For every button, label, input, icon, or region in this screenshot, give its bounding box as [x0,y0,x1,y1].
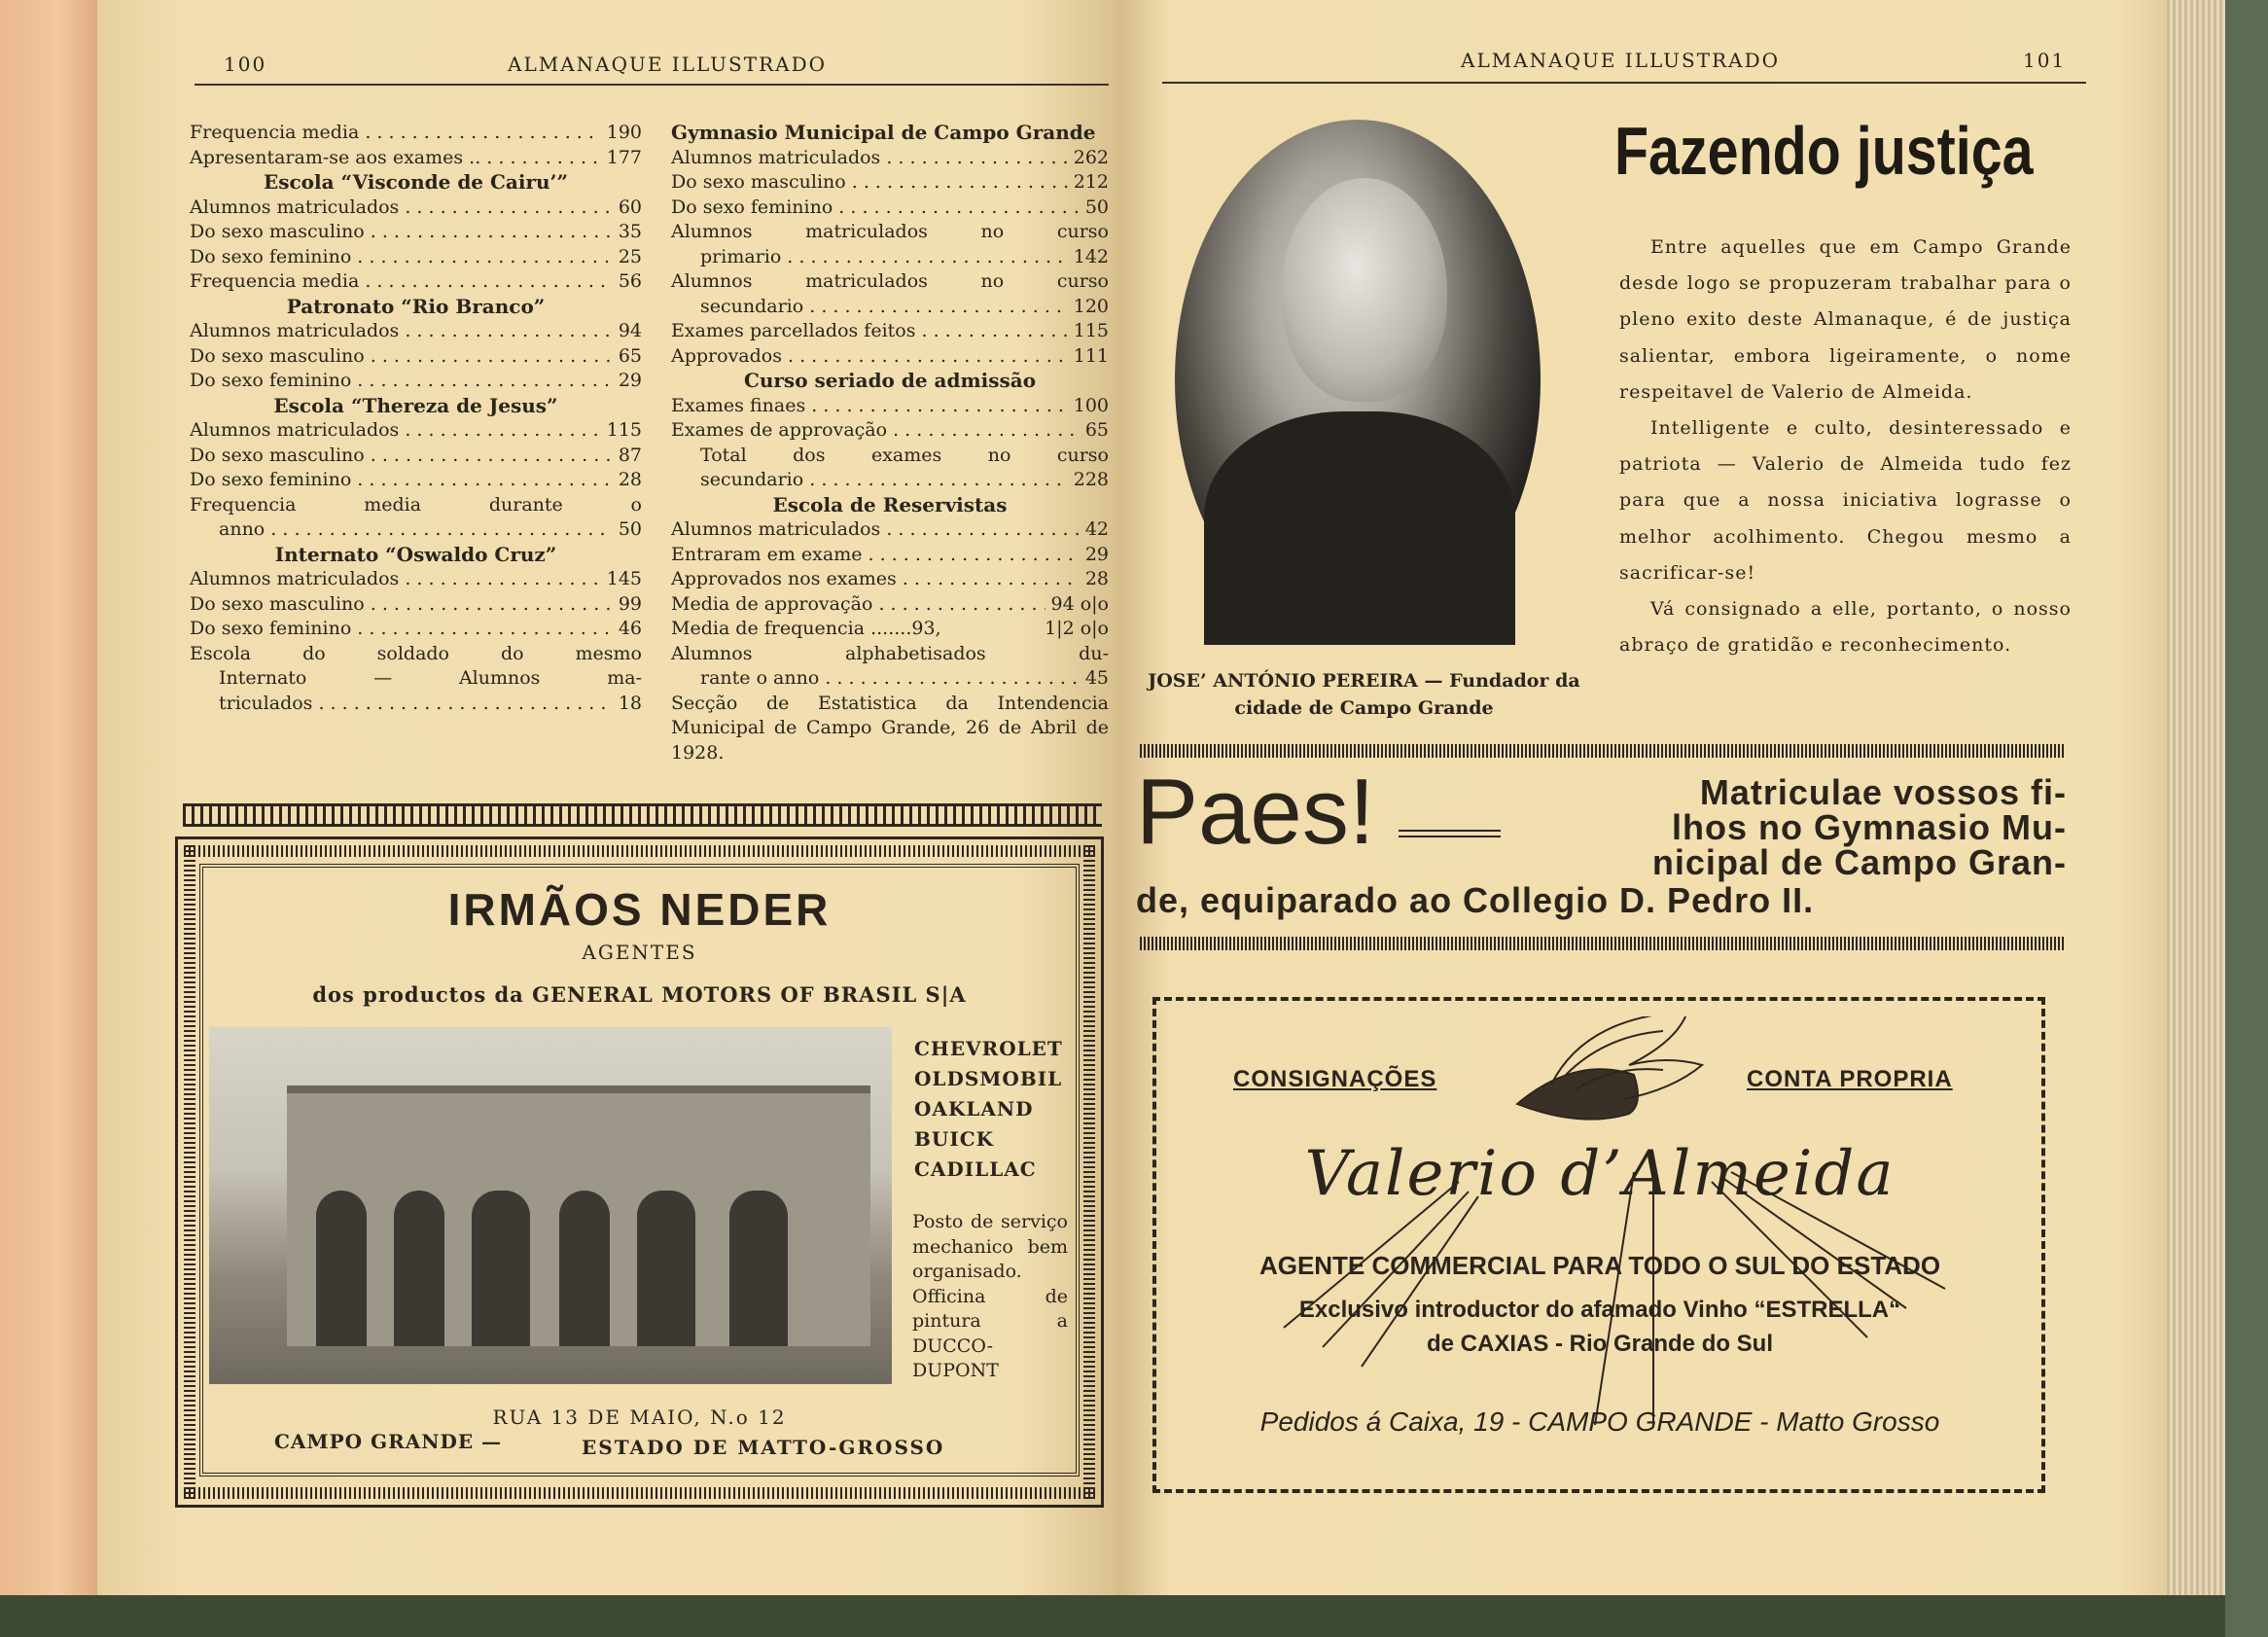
neder-service-text: Posto de serviço mechanico bem organisado. Officina de pintura a DUCCO-DUPONT [912,1211,1068,1381]
valerio-left-label: CONSIGNAÇÕES [1233,1066,1437,1092]
valerio-right-label: CONTA PROPRIA [1747,1066,1953,1092]
stat-label: Do sexo masculino . . . [190,344,613,370]
stat-row [671,146,1109,171]
stat-value: 35 [618,221,642,242]
stat-row [190,269,642,295]
building-arch [637,1191,695,1346]
right-head-rule [1162,82,2086,84]
stat-row [671,517,1109,543]
paes-text-block [1522,772,2067,882]
building-arch [394,1191,444,1346]
stat-label: Do sexo feminino . . . [190,369,613,394]
book-cover-edge [0,0,107,1637]
stat-value: 190 [606,122,642,143]
portrait-caption: JOSE’ ANTÓNIO PEREIRA — Fundador da cidade de Campo Grande [1148,670,1580,719]
stat-label: Do sexo feminino . . . [190,245,613,270]
neder-ad-products-line: dos productos da GENERAL MOTORS OF BRASIL S|A [312,982,967,1007]
stat-label: Alumnos matriculados . . . [671,146,1068,171]
neder-ad-subtitle: AGENTES [582,941,697,964]
neder-address: RUA 13 DE MAIO, N.o 12 [492,1406,787,1429]
rows-a-list [190,121,642,170]
frame-stripe-top [184,845,1095,857]
brand-item: CHEVROLET [914,1037,1063,1060]
stat-row [190,146,642,171]
frame-stripe-right [1083,845,1095,1499]
thereza-freq-line: Frequencia media durante o [190,493,642,516]
media-frequencia-label: Media de frequencia .......93, [671,618,941,639]
alfab-value: 45 [1084,667,1109,689]
divider-bar-top [1140,744,2066,758]
stat-label: Do sexo masculino . . . [190,592,613,618]
primario-row [671,245,1109,270]
stat-value: 65 [618,344,642,367]
statistics-column-1 [190,121,642,716]
stat-row [190,369,642,394]
thereza-freq-label: anno . . . [219,517,613,543]
stat-label: Frequencia media . . . [190,269,613,295]
stat-value: 99 [618,592,642,615]
heading-escola-thereza: Escola “Thereza de Jesus” [273,393,558,417]
primario-value: 142 [1073,245,1109,267]
rows-seriado-list [671,394,1109,444]
stat-row [671,567,1109,592]
stat-label: Do sexo feminino . . . [190,617,613,642]
stat-row [671,196,1109,221]
stat-label: Alumnos matriculados . . . [190,567,601,592]
soldado-row [190,692,642,717]
stat-row [671,344,1109,370]
paes-dash [1399,830,1501,837]
stat-label: Do sexo masculino . . . [190,220,613,245]
alfab-line1: Alumnos alphabetisados du- [671,642,1109,664]
stat-row [671,319,1109,344]
rows-reservistas-list [671,517,1109,592]
article-paragraph-2: Intelligente e culto, desinteressado e patriota — Valerio de Almeida tudo fez para que a nossa iniciativa lograsse o melhor acolhimento. Chegou mesmo a sacrificar-se! [1619,417,2072,584]
valerio-line-1: AGENTE COMMERCIAL PARA TODO O SUL DO ESTADO [1258,1251,1941,1280]
stat-value: 29 [618,370,642,391]
neder-state: ESTADO DE MATTO-GROSSO [582,1436,945,1459]
stat-row [190,121,642,146]
alfab-row [671,666,1109,692]
garage-building-photo [209,1027,892,1384]
stat-label: Entraram em exame . . . [671,543,1080,568]
stat-row [671,170,1109,196]
soldado-label: triculados . . . [219,692,613,717]
right-page-number: 101 [2023,49,2067,72]
article-paragraph-1: Entre aquelles que em Campo Grande desde logo se propuzeram trabalhar para o pleno exito deste Almanaque, é de justiça salientar, embora ligeiramente, o nome respeitavel de Valerio de Almeida. [1619,236,2072,403]
soldado-value: 18 [618,692,642,714]
stat-value: 29 [1084,543,1109,565]
stat-value: 50 [1084,196,1109,218]
article-paragraph-3: Vá consignado a elle, portanto, o nosso abraço de gratidão e reconhecimento. [1619,598,2072,657]
thereza-freq-row [190,517,642,543]
stat-row [190,220,642,245]
stat-value: 111 [1073,344,1109,367]
primario-line1: Alumnos matriculados no curso [671,221,1109,242]
stat-row [190,196,642,221]
alfab-label: rante o anno . . . [700,666,1080,692]
total-label: secundario . . . [700,468,1068,493]
stat-label: Do sexo masculino . . . [190,444,613,469]
stat-label: Alumnos matriculados . . . [190,418,601,444]
stat-label: Do sexo masculino . . . [671,170,1068,196]
total-value: 228 [1073,469,1109,490]
thereza-freq-value: 50 [618,518,642,540]
paes-text-line-b: lhos no Gymnasio Mu- [1671,807,2067,847]
greek-key-border [183,803,1102,827]
stat-row [671,418,1109,444]
stat-label: Approvados nos exames . . . [671,567,1080,592]
right-running-head: ALMANAQUE ILLUSTRADO [1461,49,1780,72]
secundario-value: 120 [1073,295,1109,317]
stat-row [671,394,1109,419]
stat-value: 28 [1084,568,1109,589]
stat-row [671,543,1109,568]
media-aprovacao-row [671,592,1109,618]
brand-item: CADILLAC [914,1157,1037,1181]
stat-value: 115 [1073,320,1109,341]
rows-gym-list [671,146,1109,221]
stat-label: Exames parcellados feitos . . . [671,319,1068,344]
stat-value: 212 [1073,171,1109,193]
brand-item: BUICK [914,1127,995,1151]
soldado-line2: Internato — Alumnos ma- [219,667,642,689]
brand-item: OAKLAND [914,1097,1034,1121]
founder-portrait [1175,120,1541,641]
stat-label: Alumnos matriculados . . . [190,319,613,344]
heading-escola-reservistas: Escola de Reservistas [772,492,1008,516]
stat-row [190,245,642,270]
rows-exames-list [671,319,1109,369]
divider-bar-bottom [1140,937,2066,950]
secundario-line1: Alumnos matriculados no curso [671,270,1109,292]
heading-gymnasio: Gymnasio Municipal de Campo Grande [671,121,1096,144]
stat-value: 94 [618,320,642,341]
left-running-head: ALMANAQUE ILLUSTRADO [508,53,827,76]
stat-row [190,444,642,469]
article-body [1619,230,2072,663]
primario-label: primario . . . [700,245,1068,270]
paes-text-line-a: Matriculae vossos fi- [1699,772,2067,812]
winged-hat-emblem-icon [1167,1016,2042,1474]
stat-row [190,592,642,618]
building-arch [559,1191,610,1346]
left-head-rule [195,84,1109,86]
stat-value: 145 [606,568,642,589]
valerio-line-2: Exclusivo introductor do afamado Vinho “ESTRELLA“ [1298,1297,1901,1323]
stat-row [190,319,642,344]
media-aprovacao-value: 94 o|o [1050,592,1109,615]
total-row [671,468,1109,493]
table-surface [0,1595,2268,1637]
portrait-face [1282,178,1447,402]
stat-value: 56 [618,270,642,292]
media-frequencia-row [671,617,1109,642]
stat-value: 87 [618,444,642,466]
heading-curso-seriado: Curso seriado de admissão [743,369,1037,392]
rows-rio-branco-list [190,319,642,394]
secundario-row [671,295,1109,320]
neder-city: CAMPO GRANDE — [274,1430,503,1453]
valerio-signature-name: Valerio d’Almeida [1304,1138,1896,1210]
stat-label: Exames de approvação . . . [671,418,1080,444]
neder-ad-title: IRMÃOS NEDER [447,884,832,935]
stat-value: 60 [618,196,642,218]
statistics-source: Secção de Estatistica da Intendencia Municipal de Campo Grande, 26 de Abril de 1928. [671,692,1109,764]
secundario-label: secundario . . . [700,295,1068,320]
paes-headline: Paes! [1136,760,1375,864]
heading-escola-cairu: Escola “Visconde de Cairu’” [263,170,569,194]
stat-value: 177 [606,146,642,168]
stat-value: 25 [618,245,642,267]
stat-label: Frequencia media . . . [190,121,601,146]
brand-item: OLDSMOBIL [914,1067,1063,1090]
building-arch [316,1191,367,1346]
stat-value: 100 [1073,394,1109,416]
rows-oswaldo-list [190,567,642,642]
stat-row [190,567,642,592]
stat-row [190,344,642,370]
heading-internato-oswaldo: Internato “Oswaldo Cruz” [274,542,557,566]
neder-brand-list [914,1034,1063,1185]
article-title: Fazendo justiça [1614,113,2034,189]
stat-label: Exames finaes . . . [671,394,1068,419]
left-page-number: 100 [224,53,267,76]
building-arch [472,1191,530,1346]
valerio-footer: Pedidos á Caixa, 19 - CAMPO GRANDE - Matto Grosso [1259,1406,1940,1437]
heading-patronato-rio-branco: Patronato “Rio Branco” [286,294,546,318]
portrait-coat [1204,411,1515,645]
media-frequencia-value: 1|2 o|o [1045,618,1109,639]
frame-stripe-bottom [184,1487,1095,1499]
paes-text-line-d: de, equiparado ao Collegio D. Pedro II. [1136,880,1815,920]
stat-label: Apresentaram-se aos exames .. . . . [190,146,601,171]
valerio-line-3: de CAXIAS - Rio Grande do Sul [1426,1331,1774,1357]
stat-value: 28 [618,469,642,490]
statistics-column-2 [671,121,1109,765]
paes-text-line-c: nicipal de Campo Gran- [1651,842,2067,882]
rows-cairu-list [190,196,642,295]
stat-label: Approvados . . . [671,344,1068,370]
stat-label: Do sexo feminino . . . [671,196,1080,221]
building-facade [287,1085,870,1346]
stat-label: Alumnos matriculados . . . [190,196,613,221]
rows-thereza-list [190,418,642,493]
stat-row [190,617,642,642]
page-block-edge [2167,0,2225,1595]
stat-label: Do sexo feminino . . . [190,468,613,493]
soldado-line1: Escola do soldado do mesmo [190,642,642,664]
stat-value: 42 [1084,518,1109,540]
frame-stripe-left [184,845,195,1499]
building-arch [729,1191,788,1346]
stat-row [190,468,642,493]
background-strip [2225,0,2268,1637]
stat-row [190,418,642,444]
stat-value: 46 [618,618,642,639]
stat-label: Alumnos matriculados . . . [671,517,1080,543]
stat-value: 115 [606,419,642,441]
stat-value: 262 [1073,146,1109,168]
total-line1: Total dos exames no curso [700,444,1109,466]
stat-value: 65 [1084,419,1109,441]
media-aprovacao-label: Media de approvação . . . [671,592,1045,618]
